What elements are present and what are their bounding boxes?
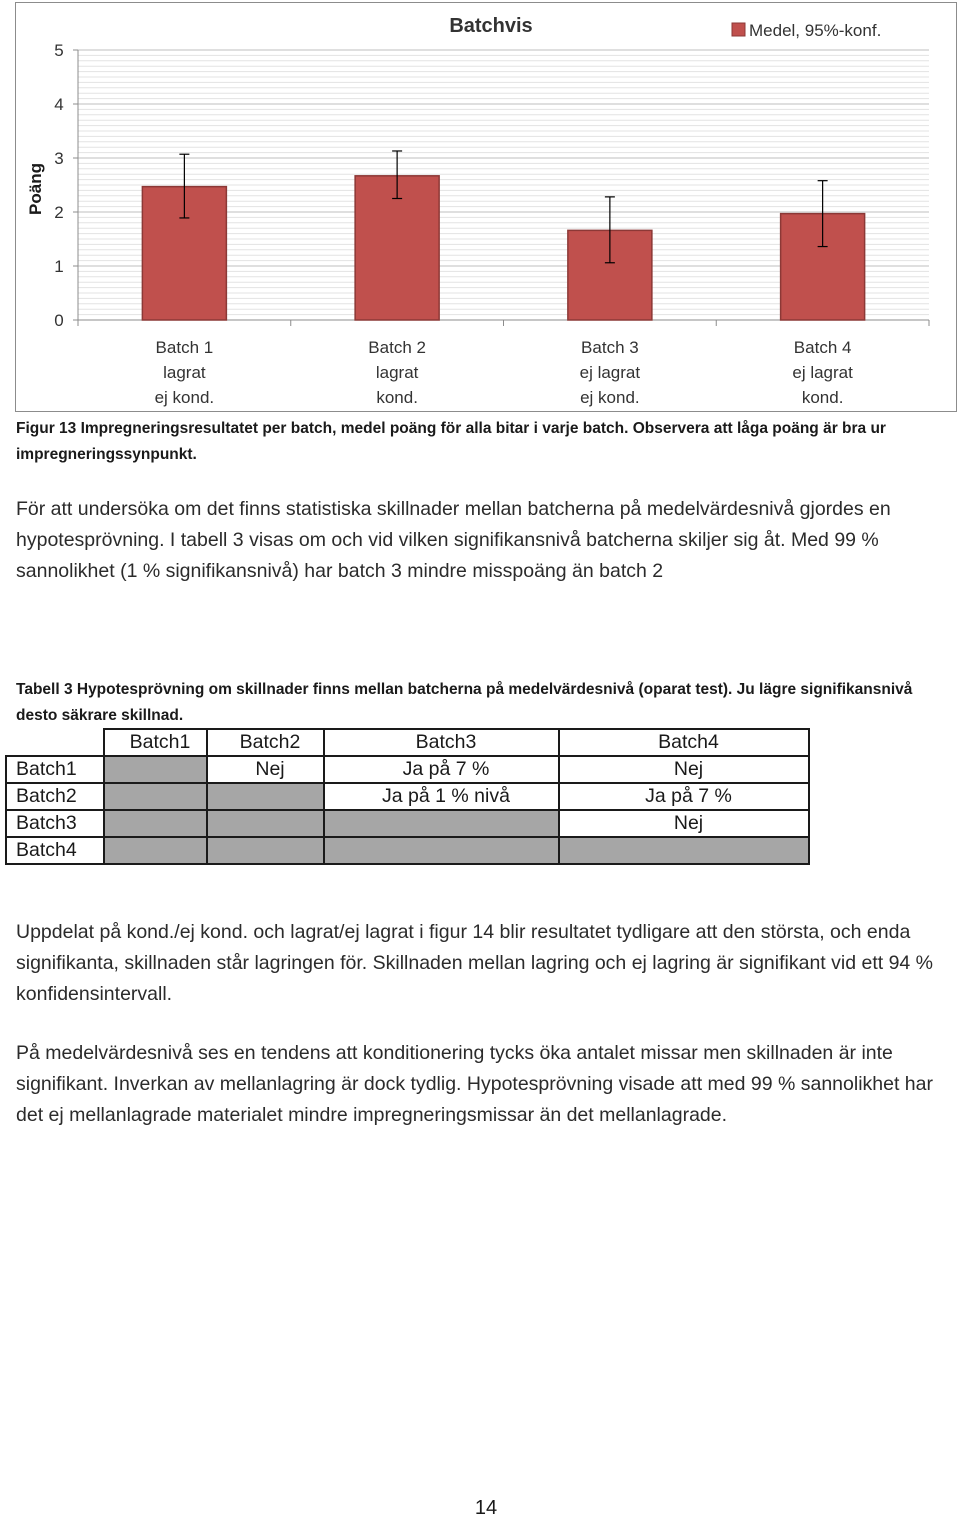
y-axis-label: Poäng	[26, 163, 45, 215]
table-row-label: Batch4	[6, 837, 104, 864]
y-tick-label: 3	[54, 149, 64, 168]
y-tick-label: 4	[54, 95, 64, 114]
y-tick-label: 5	[54, 41, 64, 60]
table-row-label: Batch2	[6, 783, 104, 810]
x-category-label: Batch 1	[155, 338, 214, 357]
x-category-label: ej lagrat	[792, 363, 853, 382]
table-header-row	[6, 729, 809, 756]
x-category-label: Batch 4	[793, 338, 852, 357]
y-tick-label: 1	[54, 257, 64, 276]
table-cell-shaded	[104, 756, 207, 783]
x-category-label: kond.	[801, 388, 844, 407]
paragraph-storage-result: Uppdelat på kond./ej kond. och lagrat/ej lagrat i figur 14 blir resultatet tydligare att den största, och enda signifikanta, skillnaden står lagringen för. Skillnaden mellan lagring och ej lagring är signifikant vid ett 94 % konfidensintervall.	[16, 921, 934, 1005]
figure-caption: Figur 13 Impregneringsresultatet per batch, medel poäng för alla bitar i varje batch. Observera att låga poäng är bra ur impregneringssynpunkt.	[16, 420, 886, 463]
legend-label: Medel, 95%-konf.	[749, 21, 882, 40]
batch-chart	[15, 2, 957, 412]
table-cell-shaded	[104, 783, 207, 810]
y-tick-label: 0	[54, 311, 64, 330]
table-cell-shaded	[207, 783, 324, 810]
table-cell: Ja på 7 %	[559, 783, 809, 810]
table-row	[6, 810, 809, 837]
x-category-label: ej kond.	[580, 388, 640, 407]
table-header-cell: Batch2	[207, 729, 324, 756]
legend-swatch	[732, 23, 745, 36]
table-row	[6, 756, 809, 783]
table-row	[6, 783, 809, 810]
table-cell-shaded	[104, 837, 207, 864]
table-header-cell: Batch3	[324, 729, 559, 756]
chart-svg	[16, 3, 956, 411]
table-caption: Tabell 3 Hypotesprövning om skillnader finns mellan batcherna på medelvärdesnivå (oparat test). Ju lägre signifikansnivå desto säkrare skillnad.	[16, 681, 913, 724]
paragraph-hypothesis-intro: För att undersöka om det finns statistiska skillnader mellan batcherna på medelvärdesnivå gjordes en hypotesprövning. I tabell 3 visas om och vid vilken signifikansnivå batcherna skiljer sig åt. Med 99 % sannolikhet (1 % signifikansnivå) har batch 3 mindre misspoäng än batch 2	[16, 498, 891, 582]
table-cell: Ja på 1 % nivå	[324, 783, 559, 810]
paragraph-conditioning-result: På medelvärdesnivå ses en tendens att konditionering tycks öka antalet missar men skillnaden är inte signifikant. Inverkan av mellanlagring är dock tydlig. Hypotesprövning visade att med 99 % sannolikhet har det ej mellanlagrade materialet mindre impregneringsmissar än det mellanlagrade.	[16, 1042, 933, 1126]
table-row-label: Batch3	[6, 810, 104, 837]
chart-title: Batchvis	[449, 15, 533, 37]
x-category-label: Batch 2	[368, 338, 426, 357]
x-category-label: kond.	[376, 388, 418, 407]
x-category-label: lagrat	[375, 363, 419, 382]
table-cell-shaded	[559, 837, 809, 864]
table-cell: Ja på 7 %	[324, 756, 559, 783]
table-header-cell: Batch4	[559, 729, 809, 756]
table-cell-shaded	[324, 810, 559, 837]
y-tick-label: 2	[54, 203, 64, 222]
table-cell: Nej	[559, 756, 809, 783]
table-cell-shaded	[324, 837, 559, 864]
x-category-label: lagrat	[163, 363, 206, 382]
table-corner-cell	[6, 729, 104, 756]
table-cell-shaded	[207, 810, 324, 837]
table-header-cell: Batch1	[104, 729, 207, 756]
x-category-label: ej lagrat	[579, 363, 641, 382]
hypothesis-table	[5, 728, 810, 865]
table-cell-shaded	[104, 810, 207, 837]
table-cell-shaded	[207, 837, 324, 864]
table-cell: Nej	[207, 756, 324, 783]
page-number: 14	[474, 1497, 498, 1519]
x-category-label: Batch 3	[581, 338, 639, 357]
table-cell: Nej	[559, 810, 809, 837]
x-category-label: ej kond.	[154, 388, 215, 407]
table-row-label: Batch1	[6, 756, 104, 783]
table-row	[6, 837, 809, 864]
